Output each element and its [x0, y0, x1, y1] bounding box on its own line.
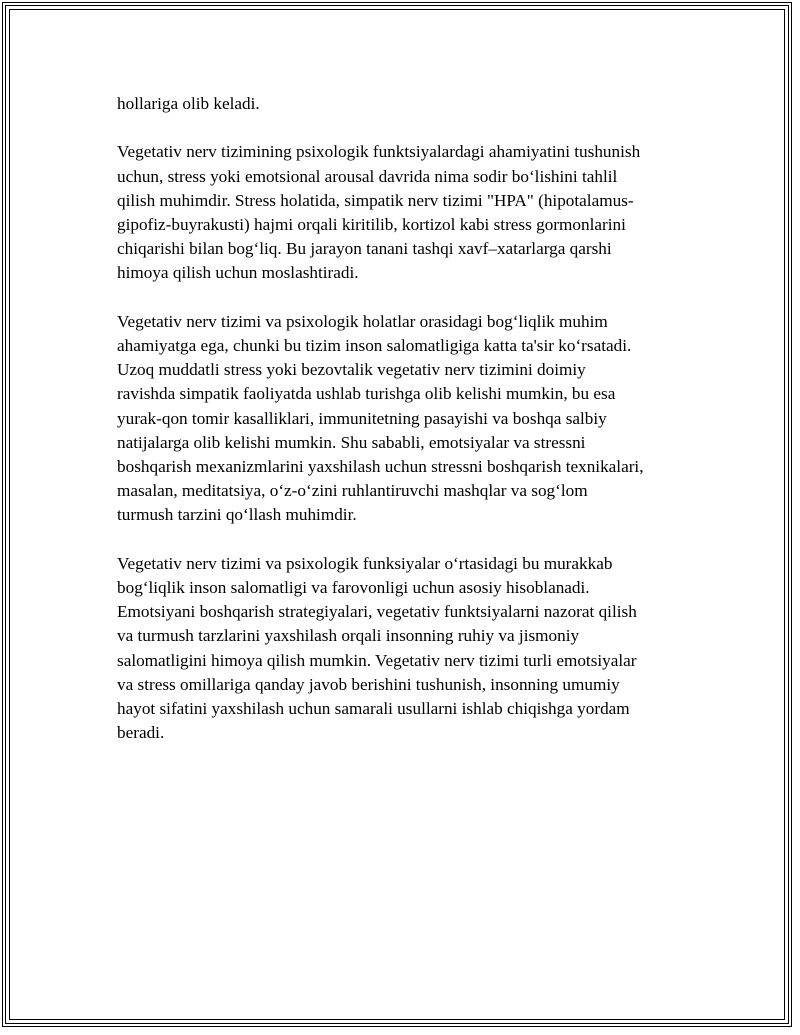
- paragraph-health-impact: Vegetativ nerv tizimi va psixologik holatlar orasidagi bog‘liqlik muhim ahamiyatga ega, chunki bu tizim inson salomatligiga katta ta'sir ko‘rsatadi. Uzoq muddatli stress yoki bezovtalik vegetativ nerv tizimini doimiy ravishda simpatik faoliyatda ushlab turishga olib kelishi mumkin, bu esa yurak-qon tomir kasalliklari, immunitetning pasayishi va boshqa salbiy natijalarga olib kelishi mumkin. Shu sababli, emotsiyalar va stressni boshqarish mexanizmlarini yaxshilash uchun stressni boshqarish texnikalari, masalan, meditatsiya, o‘z-o‘zini ruhlantiruvchi mashqlar va sog‘lom turmush tarzini qo‘llash muhimdir.: [117, 311, 644, 525]
- paragraph-conclusion: Vegetativ nerv tizimi va psixologik funksiyalar o‘rtasidagi bu murakkab bog‘liqlik inson salomatligi va farovonligi uchun asosiy hisoblanadi. Emotsiyani boshqarish strategiyalari, vegetativ funktsiyalarni nazorat qilish va turmush tarzlarini yaxshilash orqali insonning ruhiy va jismoniy salomatligini himoya qilish mumkin. Vegetativ nerv tizimi turli emotsiyalar va stress omillariga qanday javob berishini tushunish, insonning umumiy hayot sifatini yaxshilash uchun samarali usullarni ishlab chiqishga yordam beradi.: [117, 553, 637, 743]
- paragraph-stress-response: Vegetativ nerv tizimining psixologik funktsiyalardagi ahamiyatini tushunish uchun, stress yoki emotsional arousal davrida nima sodir bo‘lishini tahlil qilish muhimdir. Stress holatida, simpatik nerv tizimi "HPA" (hipotalamus- gipofiz-buyrakusti) hajmi orqali kiritilib, kortizol kabi stress gormonlarini chiqarishi bilan bog‘liq. Bu jarayon tanani tashqi xavf–xatarlarga qarshi himoya qilish uchun moslashtiradi.: [117, 142, 641, 283]
- document-body: [117, 92, 689, 770]
- paragraph-continuation: hollariga olib keladi.: [117, 94, 260, 113]
